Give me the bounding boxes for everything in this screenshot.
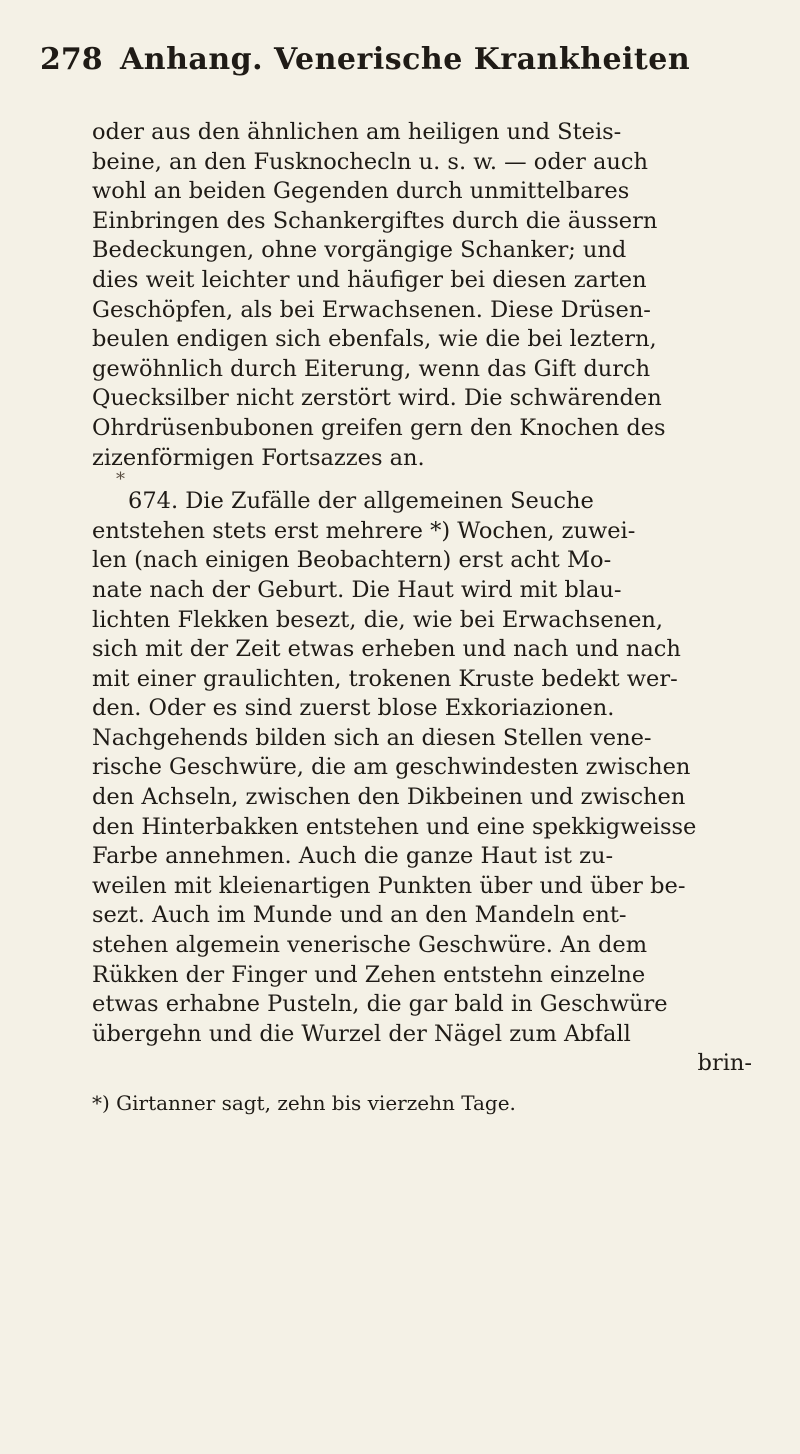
catchword: brin- — [697, 1050, 752, 1077]
text-line: Bedeckungen, ohne vorgängige Schanker; und — [92, 237, 627, 264]
text-line: etwas erhabne Pusteln, die gar bald in Geschwüre — [92, 991, 668, 1018]
text-line: übergehn und die Wurzel der Nägel zum Abfall — [92, 1020, 631, 1047]
paragraph-continued — [92, 118, 752, 473]
running-title: Anhang. Venerische Krankheiten — [120, 42, 691, 77]
paragraph-674 — [92, 487, 752, 1079]
text-line: den Hinterbakken entstehen und eine spekkigweisse — [92, 813, 697, 840]
text-line: den. Oder es sind zuerst blose Exkoriazionen. — [92, 695, 615, 722]
footnote: *) Girtanner sagt, zehn bis vierzehn Tage. — [92, 1091, 516, 1115]
text-line: den Achseln, zwischen den Dikbeinen und zwischen — [92, 784, 686, 811]
text-line: oder aus den ähnlichen am heiligen und Steis- — [92, 119, 622, 145]
text-line: sezt. Auch im Munde und an den Mandeln ent- — [92, 902, 627, 929]
text-line: Nachgehends bilden sich an diesen Stellen vene- — [92, 724, 652, 751]
text-line: gewöhnlich durch Eiterung, wenn das Gift durch — [92, 355, 651, 382]
text-line: zizenförmigen Fortsazzes an. — [92, 444, 425, 471]
text-line: stehen algemein venerische Geschwüre. An dem — [92, 932, 648, 959]
text-line: nate nach der Geburt. Die Haut wird mit blau- — [92, 576, 622, 603]
text-line: Geschöpfen, als bei Erwachsenen. Diese Drüsen- — [92, 296, 651, 323]
footnote-spacer — [92, 1079, 752, 1089]
text-line: sich mit der Zeit etwas erheben und nach und nach — [92, 636, 681, 663]
text-line: entstehen stets erst mehrere *) Wochen, zuwei- — [92, 517, 636, 544]
text-line: rische Geschwüre, die am geschwindesten zwischen — [92, 754, 691, 781]
page-number: 278 — [40, 42, 103, 77]
text-line: weilen mit kleienartigen Punkten über und über be- — [92, 872, 686, 899]
section-marker: * — [116, 469, 125, 491]
text-line: beulen endigen sich ebenfals, wie die bei leztern, — [92, 326, 657, 353]
text-line: wohl an beiden Gegenden durch unmittelbares — [92, 178, 630, 205]
text-line: Einbringen des Schankergiftes durch die äussern — [92, 207, 658, 234]
text-line: mit einer graulichten, trokenen Kruste bedekt wer- — [92, 665, 678, 692]
text-line: Farbe annehmen. Auch die ganze Haut ist zu- — [92, 843, 614, 870]
text-line: beine, an den Fusknochecln u. s. w. — oder auch — [92, 148, 648, 175]
text-line: dies weit leichter und häufiger bei diesen zarten — [92, 266, 647, 293]
text-line: len (nach einigen Beobachtern) erst acht Mo- — [92, 547, 612, 574]
text-line: 674. Die Zufälle der allgemeinen Seuche — [128, 488, 594, 515]
body-text — [92, 118, 752, 1119]
page-header — [40, 42, 760, 82]
text-line: Quecksilber nicht zerstört wird. Die schwärenden — [92, 385, 662, 412]
text-line: Ohrdrüsenbubonen greifen gern den Knochen des — [92, 414, 666, 441]
text-line: Rükken der Finger und Zehen entstehn einzelne — [92, 961, 646, 988]
text-line: lichten Flekken besezt, die, wie bei Erwachsenen, — [92, 606, 664, 633]
